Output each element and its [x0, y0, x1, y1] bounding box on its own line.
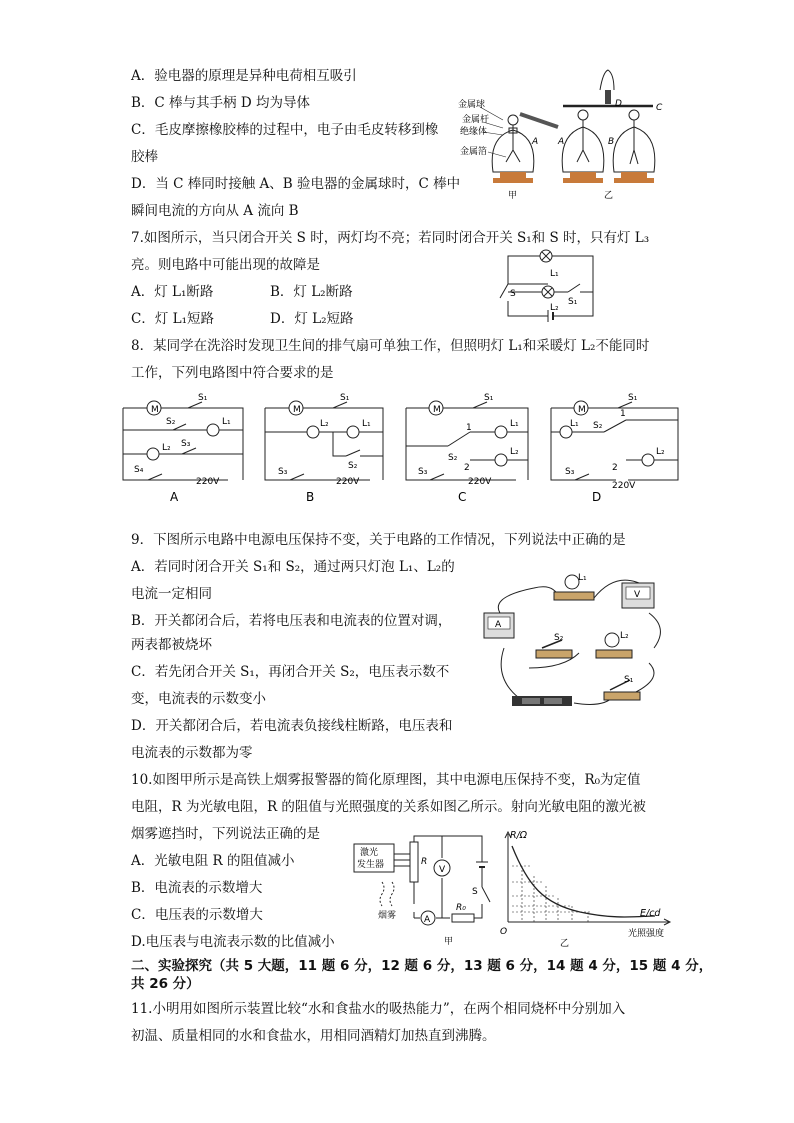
q8d-label-s1: S₁ [628, 393, 638, 403]
label-d: D [615, 99, 622, 109]
q8d-label-s2: S₂ [593, 421, 603, 431]
q10-circuit-jia [352, 832, 502, 950]
q7-option-c: C．灯 L₁短路 [131, 311, 214, 327]
q9-label-s1: S₁ [624, 675, 634, 685]
q8-option-c-label: C [458, 490, 467, 504]
voltmeter-label: V [634, 590, 641, 600]
q10-option-a: A．光敏电阻 R 的阻值减小 [131, 853, 295, 869]
q9-label-s2: S₂ [554, 633, 564, 643]
fixed-resistor-r0 [452, 914, 474, 922]
ammeter-label: A [495, 620, 502, 630]
q8a-label-l1: L₁ [222, 417, 231, 427]
q7-option-b: B．灯 L₂断路 [270, 284, 353, 300]
label-c: C [656, 103, 663, 113]
photoresistor-r [410, 842, 418, 882]
q10-option-c: C．电压表的示数增大 [131, 907, 263, 923]
q8a-voltage: 220V [196, 477, 220, 487]
q11-line1: 11.小明用如图所示装置比较“水和食盐水的吸热能力”，在两个相同烧杯中分别加入 [131, 1001, 626, 1017]
q8-option-b-label: B [306, 490, 315, 504]
q9-option-b-line1: B．开关都闭合后，若将电压表和电流表的位置对调， [131, 613, 452, 629]
q8b-label-s3: S₃ [278, 467, 288, 477]
q8d-voltage: 220V [612, 481, 636, 491]
q7-option-a: A．灯 L₁断路 [131, 284, 214, 300]
q9-option-b-line2: 两表都被烧坏 [131, 637, 212, 653]
section2-heading-line1: 二、实验探究（共 5 大题，11 题 6 分，12 题 6 分，13 题 6 分，14 题 4 分，15 题 4 分， [131, 958, 713, 974]
q9-option-c-line1: C．若先闭合开关 S₁，再闭合开关 S₂，电压表示数不 [131, 664, 450, 680]
q9-label-l2: L₂ [620, 631, 629, 641]
q8c-voltage: 220V [468, 477, 492, 487]
q10-stem-line1: 10.如图甲所示是高铁上烟雾报警器的简化原理图，其中电源电压保持不变，R₀为定值 [131, 772, 641, 788]
q8b-label-l2: L₂ [320, 419, 329, 429]
q8d-label-s3: S₃ [565, 467, 575, 477]
q10-ammeter-label: A [424, 915, 431, 925]
label-metal-rod: 金属杆 [462, 115, 490, 125]
q8d-label-l2: L₂ [656, 447, 665, 457]
q9-stem: 9．下图所示电路中电源电压保持不变，关于电路的工作情况，下列说法中正确的是 [131, 532, 626, 548]
r-vs-e-curve [512, 846, 655, 917]
label-yi: 乙 [604, 191, 614, 201]
laser-label-2: 发生器 [357, 860, 385, 870]
q9-label-l1: L₁ [578, 573, 587, 583]
q6-option-a: A．验电器的原理是异种电荷相互吸引 [131, 68, 357, 84]
q9-option-a-line2: 电流一定相同 [131, 586, 212, 602]
q10-option-b: B．电流表的示数增大 [131, 880, 263, 896]
q8-option-a-label: A [170, 490, 179, 504]
q8b-voltage: 220V [336, 477, 360, 487]
q10-stem-line2: 电阻，R 为光敏电阻，R 的阻值与光照强度的关系如图乙所示。射向光敏电阻的激光被 [131, 799, 646, 815]
q7-label-s1: S₁ [568, 297, 578, 307]
q8a-label-s1: S₁ [198, 393, 208, 403]
q8c-label-s1: S₁ [484, 393, 494, 403]
q8c-motor-label: M [433, 405, 441, 415]
q10-label-s: S [472, 887, 478, 897]
q8-option-d-label: D [592, 490, 602, 504]
q7-label-l2: L₂ [550, 303, 559, 313]
graph-origin: O [500, 927, 508, 937]
q8c-label-l1: L₁ [510, 419, 519, 429]
q8c-label-s2: S₂ [448, 453, 458, 463]
q9-physical-circuit [474, 568, 674, 716]
battery [512, 696, 572, 706]
q6-option-c-line2: 胶棒 [131, 149, 158, 165]
q8c-label-s3: S₃ [418, 467, 428, 477]
label-a-yi: A [558, 137, 565, 147]
q10-option-d: D.电压表与电流表示数的比值减小 [131, 934, 335, 950]
q6-option-d-line1: D．当 C 棒同时接触 A、B 验电器的金属球时，C 棒中 [131, 176, 461, 192]
q8a-label-s2: S₂ [166, 417, 176, 427]
q7-label-s: S [510, 289, 516, 299]
q8a-label-s4: S₄ [134, 465, 144, 475]
q10-label-r: R [421, 857, 428, 867]
q6-option-d-line2: 瞬间电流的方向从 A 流向 B [131, 203, 299, 219]
q8d-motor-label: M [578, 405, 586, 415]
q11-line2: 初温、质量相同的水和食盐水，用相同酒精灯加热直到沸腾。 [131, 1028, 496, 1044]
label-a-jia: A [532, 137, 539, 147]
q6-option-c-line1: C．毛皮摩擦橡胶棒的过程中，电子由毛皮转移到橡 [131, 122, 439, 138]
q9-option-d-line2: 电流表的示数都为零 [131, 745, 253, 761]
q8a-motor-label: M [151, 405, 159, 415]
q8-stem-line1: 8．某同学在洗浴时发现卫生间的排气扇可单独工作，但照明灯 L₁和采暖灯 L₂不能同时 [131, 338, 650, 354]
smoke-label: 烟雾 [378, 911, 397, 921]
q8b-label-s2: S₂ [348, 461, 358, 471]
q8-circuit-options [118, 388, 683, 508]
q9-option-d-line1: D．开关都闭合后，若电流表负接线柱断路，电压表和 [131, 718, 453, 734]
graph-x-label: E/cd [640, 908, 661, 919]
base-jia [500, 172, 526, 178]
q8b-motor-label: M [293, 405, 301, 415]
q8-stem-line2: 工作，下列电路图中符合要求的是 [131, 365, 334, 381]
q8c-contact-1: 1 [466, 423, 472, 433]
label-jia: 甲 [508, 191, 518, 201]
q10-label-jia: 甲 [444, 937, 454, 947]
q7-label-l1: L₁ [550, 269, 559, 279]
q8c-contact-2: 2 [464, 463, 470, 473]
q10-graph-yi [500, 826, 680, 952]
q6-option-b: B．C 棒与其手柄 D 均为导体 [131, 95, 310, 111]
label-metal-ball: 金属球 [458, 100, 486, 110]
q10-label-yi: 乙 [560, 939, 570, 949]
q10-voltmeter-label: V [439, 865, 446, 875]
label-b-yi: B [608, 137, 615, 147]
label-insulator: 绝缘体 [460, 127, 488, 137]
q7-stem-line1: 7.如图所示，当只闭合开关 S 时，两灯均不亮；若同时闭合开关 S₁和 S 时，只有灯 L₃ [131, 230, 650, 246]
q8d-contact-2: 2 [612, 463, 618, 473]
q7-stem-line2: 亮。则电路中可能出现的故障是 [131, 257, 320, 273]
q8d-label-l1: L₁ [570, 419, 579, 429]
label-metal-foil: 金属箔 [460, 147, 488, 157]
q6-electroscope-figure [458, 62, 668, 202]
q8c-label-l2: L₂ [510, 447, 519, 457]
q8a-label-s3: S₃ [181, 439, 191, 449]
q8b-label-l1: L₁ [362, 419, 371, 429]
q7-option-d: D．灯 L₂短路 [270, 311, 354, 327]
graph-y-label: R/Ω [510, 830, 528, 841]
section2-heading-line2: 共 26 分） [131, 976, 200, 992]
q10-label-r0: R₀ [456, 903, 466, 913]
q10-stem-line3: 烟雾遮挡时，下列说法正确的是 [131, 826, 320, 842]
q8b-label-s1: S₁ [340, 393, 350, 403]
laser-label-1: 激光 [360, 848, 379, 858]
q8a-label-l2: L₂ [162, 443, 171, 453]
q8d-contact-1: 1 [620, 409, 626, 419]
graph-x-name: 光照强度 [628, 929, 665, 939]
q7-circuit-figure [488, 246, 613, 326]
q9-option-c-line2: 变，电流表的示数变小 [131, 691, 266, 707]
q9-option-a-line1: A．若同时闭合开关 S₁和 S₂，通过两只灯泡 L₁、L₂的 [131, 559, 455, 575]
